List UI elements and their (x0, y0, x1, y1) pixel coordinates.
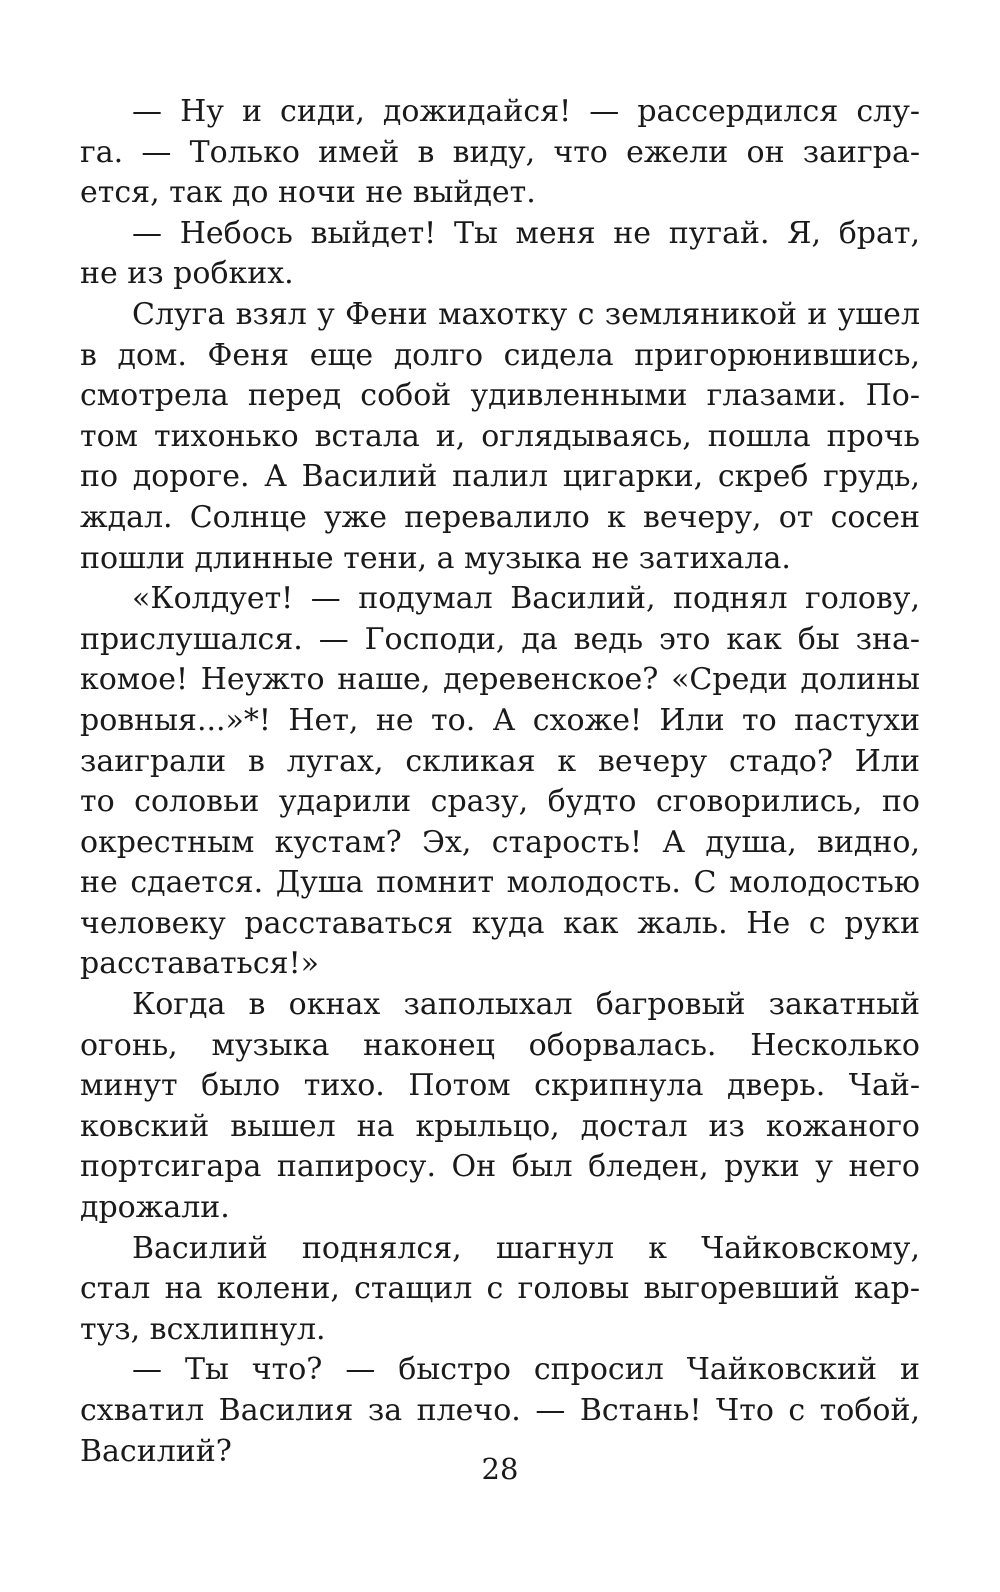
text-line: ется, так до ночи не выйдет. (80, 175, 536, 211)
text-line: Когда в окнах заполыхал багровый закатный (132, 987, 920, 1023)
text-line: пошли длинные тени, а музыка не затихала. (80, 540, 791, 576)
text-line: «Колдует! — подумал Василий, поднял голову, (132, 581, 920, 617)
text-line: Василий поднялся, шагнул к Чайковскому, (132, 1230, 920, 1266)
text-line: — Небось выйдет! Ты меня не пугай. Я, брат, (132, 215, 920, 251)
page-number: 28 (481, 1452, 519, 1486)
paragraph-3 (80, 295, 920, 579)
paragraph-6 (80, 1229, 920, 1351)
text-line: портсигара папиросу. Он был бледен, руки у него (80, 1149, 920, 1185)
text-line: Слуга взял у Фени махотку с земляникой и ушел (132, 296, 920, 332)
page-body (80, 92, 920, 1472)
text-line: в дом. Феня еще долго сидела пригорюнившись, (80, 337, 920, 373)
text-line: расставаться!» (80, 946, 320, 982)
text-line: стал на колени, стащил с головы выгоревший кар- (80, 1271, 920, 1307)
text-line: ждал. Солнце уже перевалило к вечеру, от сосен (80, 499, 920, 535)
text-line: га. — Только имей в виду, что ежели он заигра- (80, 134, 920, 170)
text-line: том тихонько встала и, оглядываясь, пошла прочь (80, 418, 920, 454)
text-line: Василий? (80, 1433, 232, 1469)
text-line: комое! Неужто наше, деревенское? «Среди долины (80, 662, 920, 698)
paragraph-4 (80, 579, 920, 985)
text-line: по дороге. А Василий палил цигарки, скреб грудь, (80, 459, 920, 495)
text-line: прислушался. — Господи, да ведь это как бы зна- (80, 621, 920, 657)
text-line: то соловьи ударили сразу, будто сговорились, по (80, 784, 920, 820)
text-line: схватил Василия за плечо. — Встань! Что с тобой, (80, 1393, 920, 1428)
text-line: ковский вышел на крыльцо, достал из кожаного (80, 1108, 920, 1144)
text-line: заиграли в лугах, скликая к вечеру стадо? Или (80, 743, 920, 779)
text-line: окрестным кустам? Эх, старость! А душа, видно, (80, 824, 920, 860)
text-line: не из робких. (80, 256, 294, 292)
text-line: огонь, музыка наконец оборвалась. Несколько (80, 1027, 920, 1063)
paragraph-1 (80, 92, 920, 214)
paragraph-5 (80, 985, 920, 1229)
paragraph-2 (80, 214, 920, 295)
text-line: дрожали. (80, 1190, 230, 1226)
text-line: смотрела перед собой удивленными глазами. По- (80, 378, 920, 414)
text-line: — Ну и сиди, дожидайся! — рассердился слу- (132, 94, 920, 129)
text-line: туз, всхлипнул. (80, 1311, 326, 1347)
text-line: ровныя...»*! Нет, не то. А схоже! Или то пастухи (80, 702, 920, 738)
text-line: минут было тихо. Потом скрипнула дверь. Чай- (80, 1068, 920, 1104)
text-line: человеку расставаться куда как жаль. Не с руки (80, 905, 920, 941)
text-line: — Ты что? — быстро спросил Чайковский и (132, 1352, 920, 1388)
text-line: не сдается. Душа помнит молодость. С молодостью (80, 865, 920, 901)
